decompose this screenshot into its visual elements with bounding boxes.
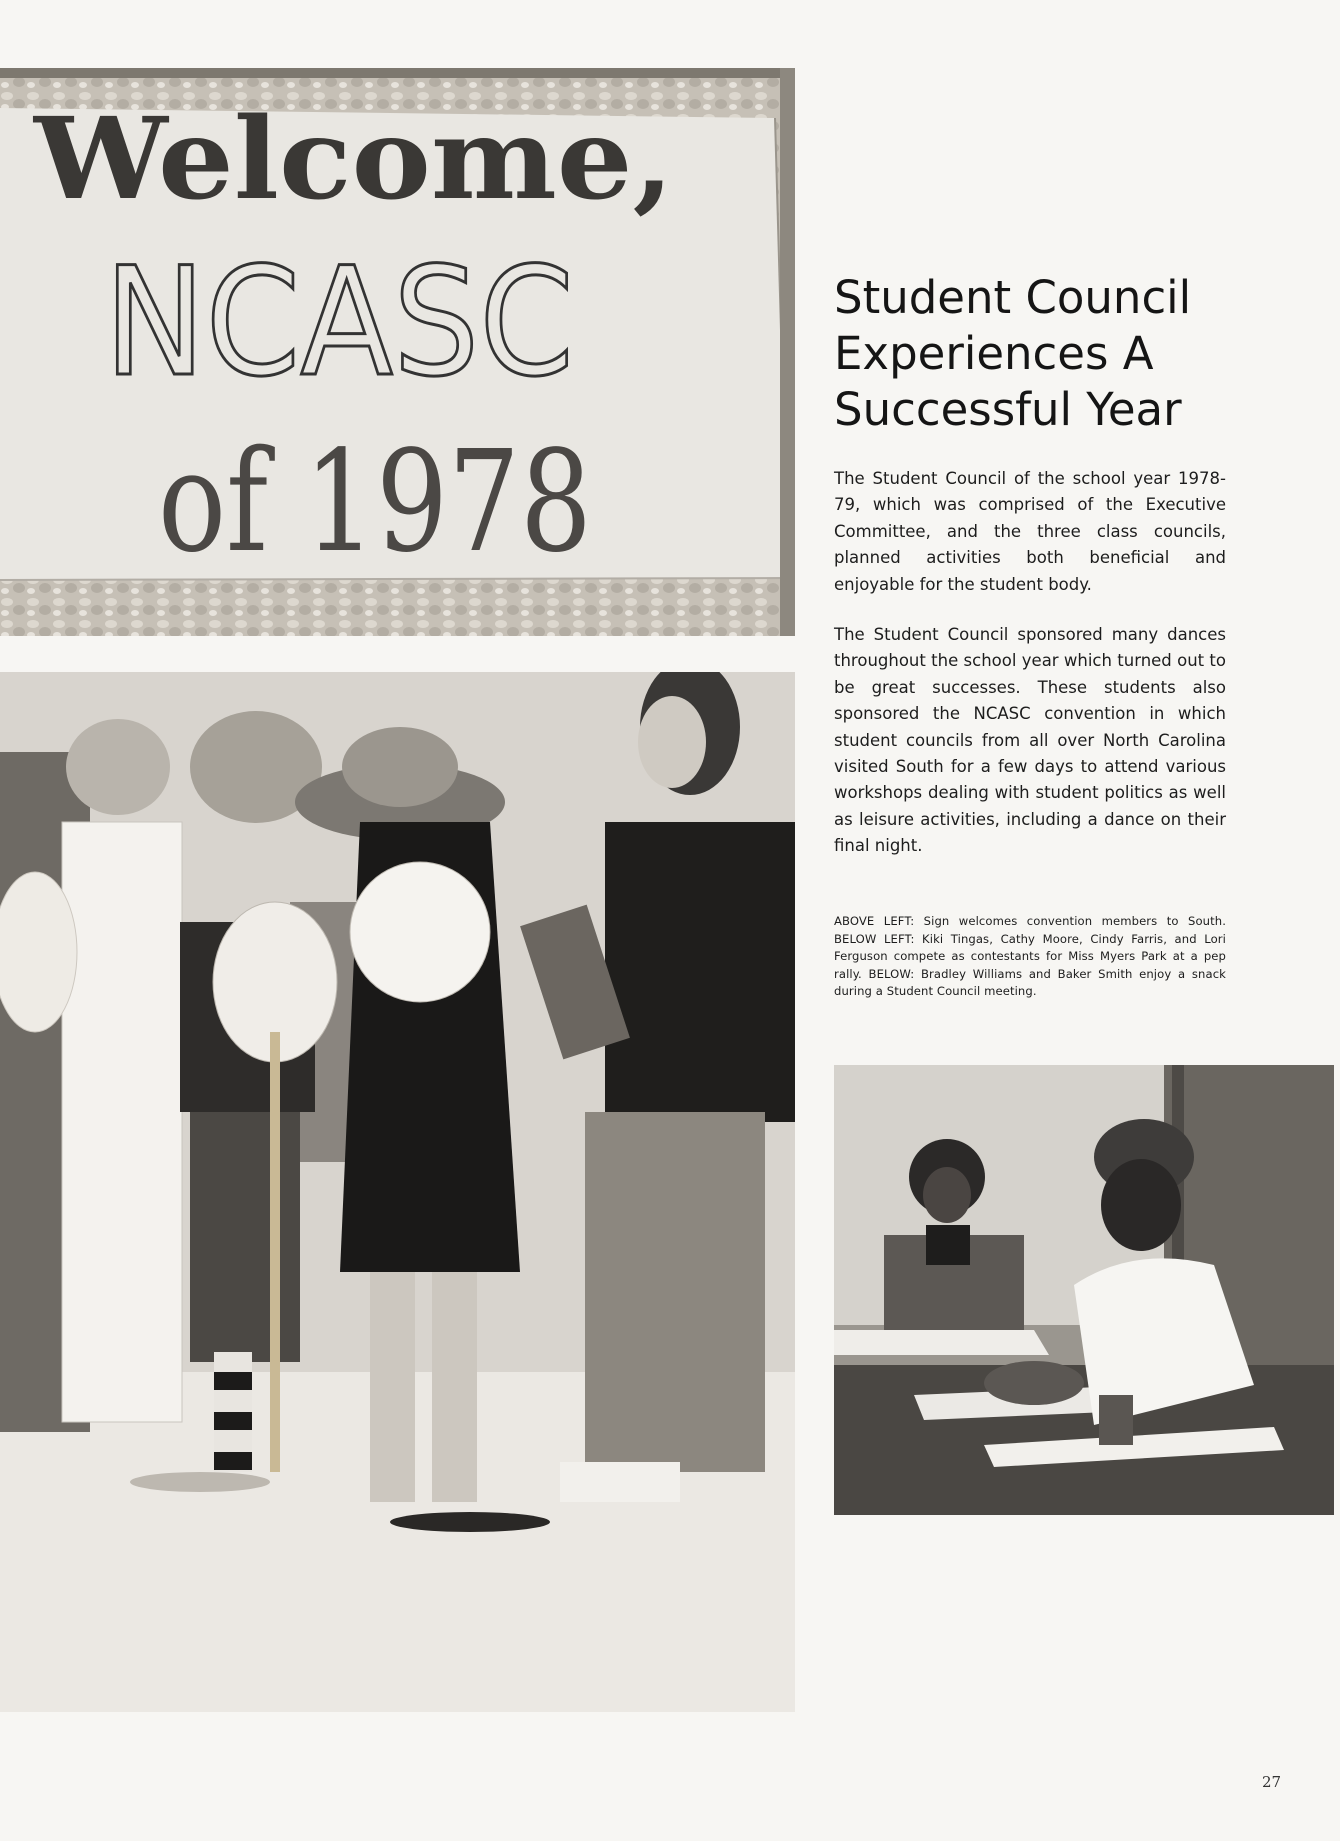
article-headline bbox=[834, 270, 1314, 438]
sign-line-ncasc: NCASC bbox=[104, 236, 574, 410]
pep-rally-photo bbox=[0, 672, 795, 1712]
sign-line-of-1978: of 1978 bbox=[158, 421, 592, 584]
welcome-sign-photo bbox=[0, 68, 795, 636]
page-number: 27 bbox=[1262, 1773, 1282, 1791]
headline-line-2: Experiences A bbox=[834, 327, 1154, 380]
sign-line-welcome: Welcome, bbox=[32, 94, 674, 225]
headline-line-1: Student Council bbox=[834, 271, 1192, 324]
headline-line-3: Successful Year bbox=[834, 383, 1182, 436]
body-paragraph-2: The Student Council sponsored many dances throughout the school year which turned out to be great successes. These students also sponsored the NCASC convention in which student councils from all over North Carolina visited South for a few days to attend various workshops dealing with student politics as well as leisure activities, including a dance on their final night. bbox=[834, 625, 1226, 856]
body-paragraph-1: The Student Council of the school year 1978-79, which was comprised of the Executive Committee, and the three class councils, planned activities both beneficial and enjoyable for the student body. bbox=[834, 469, 1226, 594]
photo-caption: ABOVE LEFT: Sign welcomes convention members to South. BELOW LEFT: Kiki Tingas, Cathy Moore, Cindy Farris, and Lori Ferguson compete as contestants for Miss Myers Park at a pep rally. BELOW: Bradley Williams and Baker Smith enjoy a snack during a Student Council meeting. bbox=[834, 914, 1226, 999]
snack-meeting-photo bbox=[834, 1065, 1334, 1515]
